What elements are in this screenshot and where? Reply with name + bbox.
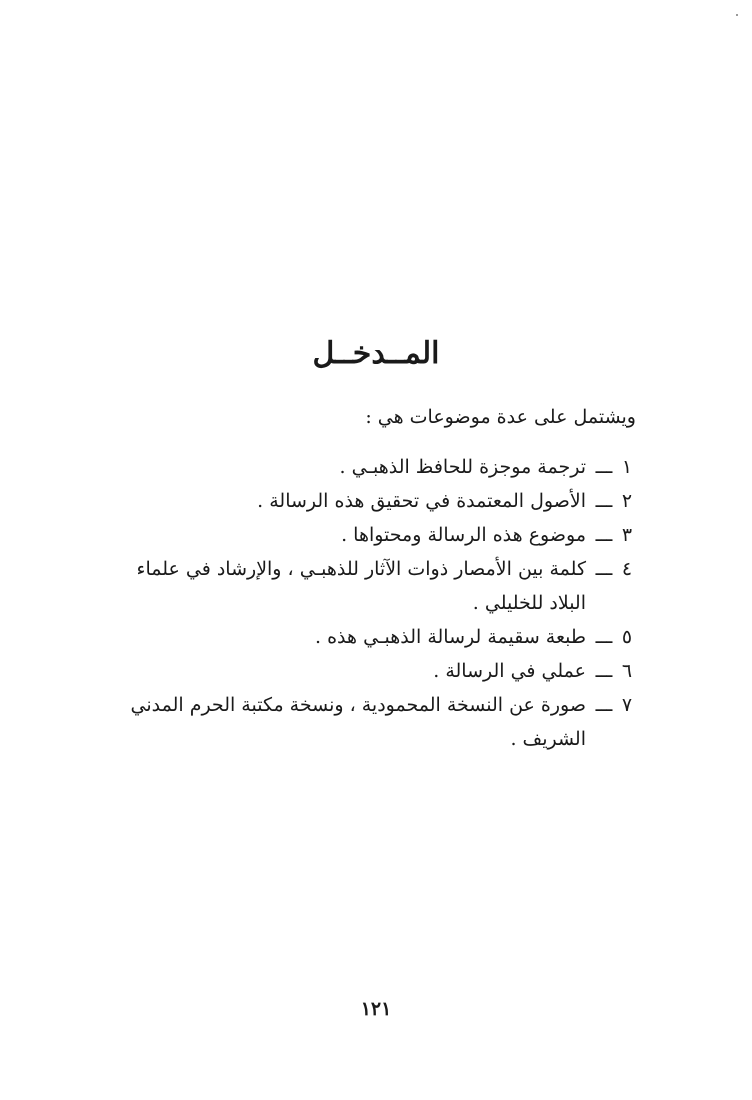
item-dash: ـــ (595, 660, 613, 682)
item-dash: ـــ (595, 558, 613, 580)
item-text: كلمة بين الأمصار ذوات الآثار للذهبـي ، والإرشاد في علماء البلاد للخليلي . (136, 558, 586, 614)
item-dash: ـــ (595, 456, 613, 478)
item-dash: ـــ (595, 490, 613, 512)
list-item (96, 450, 636, 484)
item-text: طبعة سقيمة لرسالة الذهبـي هذه . (315, 626, 586, 648)
intro-text: ويشتمل على عدة موضوعات هي : (365, 406, 636, 428)
item-text: عملي في الرسالة . (433, 660, 586, 682)
page-number: ١٢١ (360, 998, 392, 1020)
item-text: موضوع هذه الرسالة ومحتواها . (341, 524, 586, 546)
item-number: ٦ (621, 660, 633, 682)
item-number: ١ (621, 456, 633, 478)
item-number: ٢ (621, 490, 633, 512)
item-number: ٧ (621, 694, 633, 716)
item-text: صورة عن النسخة المحمودية ، ونسخة مكتبة الحرم المدني الشريف . (130, 694, 586, 750)
list-item (96, 552, 636, 620)
item-number: ٤ (621, 558, 633, 580)
item-text: ترجمة موجزة للحافظ الذهبـي . (339, 456, 586, 478)
section-heading: المــدخــل (312, 336, 440, 371)
list-item (96, 484, 636, 518)
scan-mark (736, 14, 738, 16)
item-text: الأصول المعتمدة في تحقيق هذه الرسالة . (257, 490, 586, 512)
item-dash: ـــ (595, 626, 613, 648)
item-dash: ـــ (595, 694, 613, 716)
item-number: ٣ (621, 524, 633, 546)
item-number: ٥ (621, 626, 633, 648)
list-item (96, 518, 636, 552)
topics-list (96, 450, 636, 756)
list-item (96, 620, 636, 654)
list-item (96, 654, 636, 688)
item-dash: ـــ (595, 524, 613, 546)
list-item (96, 688, 636, 756)
